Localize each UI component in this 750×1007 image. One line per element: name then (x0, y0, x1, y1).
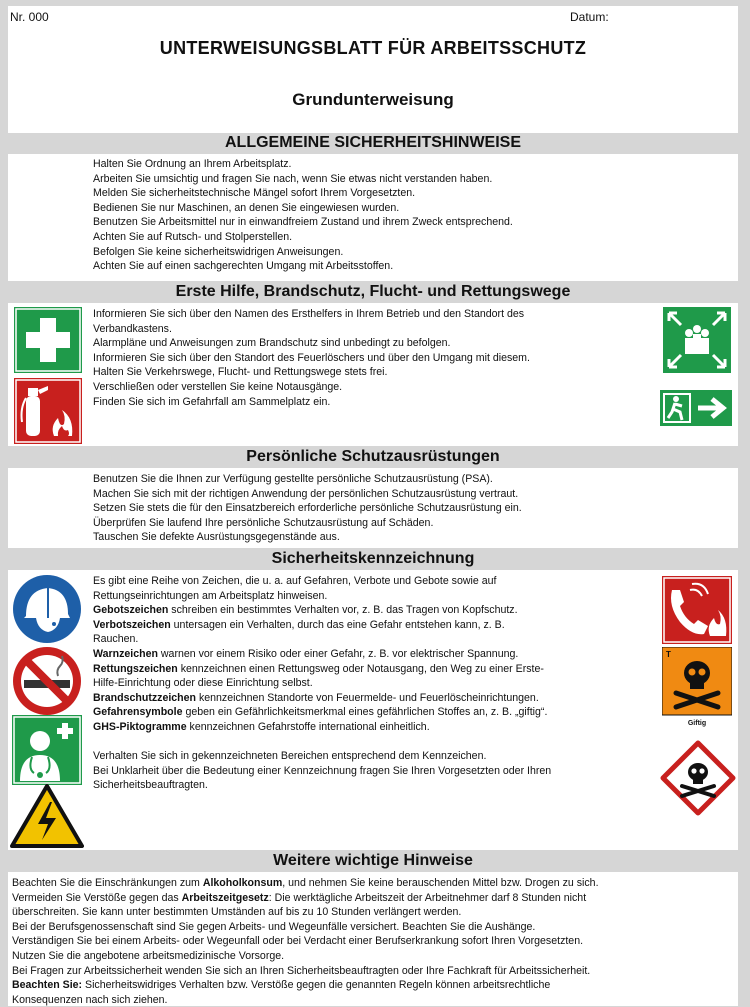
helmet-mandatory-icon (12, 574, 82, 644)
list-item: Setzen Sie stets die für den Einsatzbereich erforderliche persönliche Schutzausrüstung ein. (93, 502, 522, 515)
list-item: Verschließen oder verstellen Sie keine Notausgänge. (93, 380, 343, 393)
list-item: überschreiten. Sie kann unter bestimmten Umständen auf bis zu 10 Stunden verlängert werden. (12, 906, 462, 919)
first-aid-cross-icon (14, 307, 82, 373)
list-item: Halten Sie Verkehrswege, Flucht- und Rettungswege stets frei. (93, 366, 388, 379)
toxic-hazard-icon (662, 647, 732, 727)
section-title-general: ALLGEMEINE SICHERHEITSHINWEISE (224, 134, 522, 151)
high-voltage-warning-icon (10, 784, 84, 848)
document-number: Nr. 000 (10, 10, 49, 24)
list-item: Verhalten Sie sich in gekennzeichneten Bereichen entsprechend dem Kennzeichen. (93, 750, 487, 763)
list-item: Informieren Sie sich über den Namen des Ersthelfers in Ihrem Betrieb und den Standort des (93, 308, 525, 320)
emergency-exit-icon (660, 390, 732, 426)
list-item: Nutzen Sie die angebotene arbeitsmedizinische Vorsorge. (12, 949, 285, 962)
list-item: Halten Sie Ordnung an Ihrem Arbeitsplatz. (93, 158, 292, 170)
list-item: Benutzen Sie Arbeitsmittel nur in einwandfreiem Zustand und ihrem Zweck entsprechend. (93, 216, 513, 229)
list-item: Informieren Sie sich über den Standort des Feuerlöschers und über den Umgang mit diesem. (93, 351, 530, 364)
general-lines (93, 157, 513, 274)
list-item: Befolgen Sie keine sicherheitswidrigen Anweisungen. (93, 245, 344, 258)
list-item: Vermeiden Sie Verstöße gegen das Arbeitszeitgesetz: Die werktägliche Arbeitszeit der Arbeitnehmer darf 8 Stunden nicht (12, 891, 587, 904)
list-item: Bei Fragen zur Arbeitssicherheit wenden Sie sich an Ihren Sicherheitsbeauftragten oder Ihre Fachkraft für Arbeitssicherheit. (12, 964, 591, 977)
list-item: Bei Unklarheit über die Bedeutung einer Kennzeichnung fragen Sie Ihren Vorgesetzten oder Ihren (93, 764, 552, 777)
list-item: Beachten Sie die Einschränkungen zum Alkoholkonsum, und nehmen Sie keine berauschenden Mittel bzw. Drogen zu sich. (12, 877, 599, 889)
assembly-point-icon (663, 307, 731, 373)
list-item: Hilfe-Einrichtung oder diese Einrichtung selbst. (93, 677, 313, 690)
list-item: Gefahrensymbole geben ein Gefährlichkeitsmerkmal eines gefährlichen Stoffes an, z. B. „giftig“. (93, 706, 548, 719)
list-item: Bei der Berufsgenossenschaft sind Sie gegen Arbeits- und Wegeunfälle versichert. Beachten Sie die Aushänge. (12, 920, 536, 933)
further-lines (12, 876, 599, 1007)
section-title-first-aid: Erste Hilfe, Brandschutz, Flucht- und Rettungswege (175, 283, 571, 300)
doctor-icon (12, 715, 82, 785)
ghs-toxic-pictogram-icon (660, 740, 736, 816)
list-item: Überprüfen Sie laufend Ihre persönliche Schutzausrüstung auf Schäden. (93, 516, 434, 529)
list-item: Rauchen. (93, 633, 139, 646)
svg-text:T: T (666, 650, 671, 659)
list-item: Rettungseinrichtungen am Arbeitsplatz hinweisen. (93, 589, 328, 602)
list-item: Konsequenzen nach sich ziehen. (12, 993, 168, 1006)
first-aid-lines (93, 307, 530, 409)
header-box (8, 6, 738, 133)
list-item: Achten Sie auf einen sachgerechten Umgang mit Arbeitsstoffen. (93, 260, 394, 273)
list-item: Bedienen Sie nur Maschinen, an denen Sie eingewiesen wurden. (93, 201, 400, 214)
fire-alarm-telephone-icon (662, 576, 732, 644)
list-item: Rettungszeichen kennzeichnen einen Rettungsweg oder Notausgang, den Weg zu einer Erste- (93, 662, 544, 675)
list-item: Beachten Sie: Sicherheitswidriges Verhalten bzw. Verstöße gegen die genannten Regeln können arbeitsrechtliche (12, 979, 551, 992)
list-item: Verständigen Sie bei einem Arbeits- oder Wegeunfall oder bei Verdacht einer Berufserkrankung sofort Ihren Vorgesetzten. (12, 935, 584, 948)
list-item: Verbandkastens. (93, 322, 172, 335)
fire-extinguisher-icon (14, 378, 82, 444)
list-item: Warnzeichen warnen vor einem Risiko oder einer Gefahr, z. B. vor elektrischer Spannung. (93, 647, 519, 660)
section-title-ppe: Persönliche Schutzausrüstungen (246, 448, 500, 465)
toxic-label: Giftig (687, 720, 707, 727)
signs-lines (93, 574, 551, 793)
no-smoking-icon (12, 646, 82, 716)
ppe-lines (93, 472, 522, 545)
list-item: Es gibt eine Reihe von Zeichen, die u. a. auf Gefahren, Verbote und Gebote sowie auf (93, 575, 497, 587)
list-item: Finden Sie sich im Gefahrfall am Sammelplatz ein. (93, 395, 331, 408)
list-item: Melden Sie sicherheitstechnische Mängel sofort Ihrem Vorgesetzten. (93, 187, 416, 200)
list-item: GHS-Piktogramme kennzeichnen Gefahrstoffe international einheitlich. (93, 720, 430, 733)
page-title: UNTERWEISUNGSBLATT FÜR ARBEITSSCHUTZ (159, 38, 587, 58)
section-title-signs: Sicherheitskennzeichnung (271, 550, 475, 567)
list-item: Brandschutzzeichen kennzeichnen Standorte von Feuermelde- und Feuerlöscheinrichtungen. (93, 691, 539, 704)
list-item: Alarmpläne und Anweisungen zum Brandschutz sind unbedingt zu befolgen. (93, 337, 451, 350)
list-item: Tauschen Sie defekte Ausrüstungsgegenstände aus. (93, 531, 340, 544)
list-item: Sicherheitsbeauftragten. (93, 779, 208, 792)
list-item: Achten Sie auf Rutsch- und Stolperstellen. (93, 230, 293, 243)
list-item: Verbotszeichen untersagen ein Verhalten, durch das eine Gefahr entstehen kann, z. B. (93, 618, 505, 631)
list-item: Benutzen Sie die Ihnen zur Verfügung gestellte persönliche Schutzausrüstung (PSA). (93, 473, 493, 485)
list-item: Gebotszeichen schreiben ein bestimmtes Verhalten vor, z. B. das Tragen von Kopfschutz. (93, 604, 518, 617)
list-item: Machen Sie sich mit der richtigen Anwendung der persönlichen Schutzausrüstung vertraut. (93, 487, 519, 500)
page-subtitle: Grundunterweisung (292, 90, 454, 109)
list-item: Arbeiten Sie umsichtig und fragen Sie nach, wenn Sie etwas nicht verstanden haben. (93, 172, 493, 185)
section-title-further: Weitere wichtige Hinweise (273, 852, 473, 869)
date-label: Datum: (570, 10, 609, 24)
